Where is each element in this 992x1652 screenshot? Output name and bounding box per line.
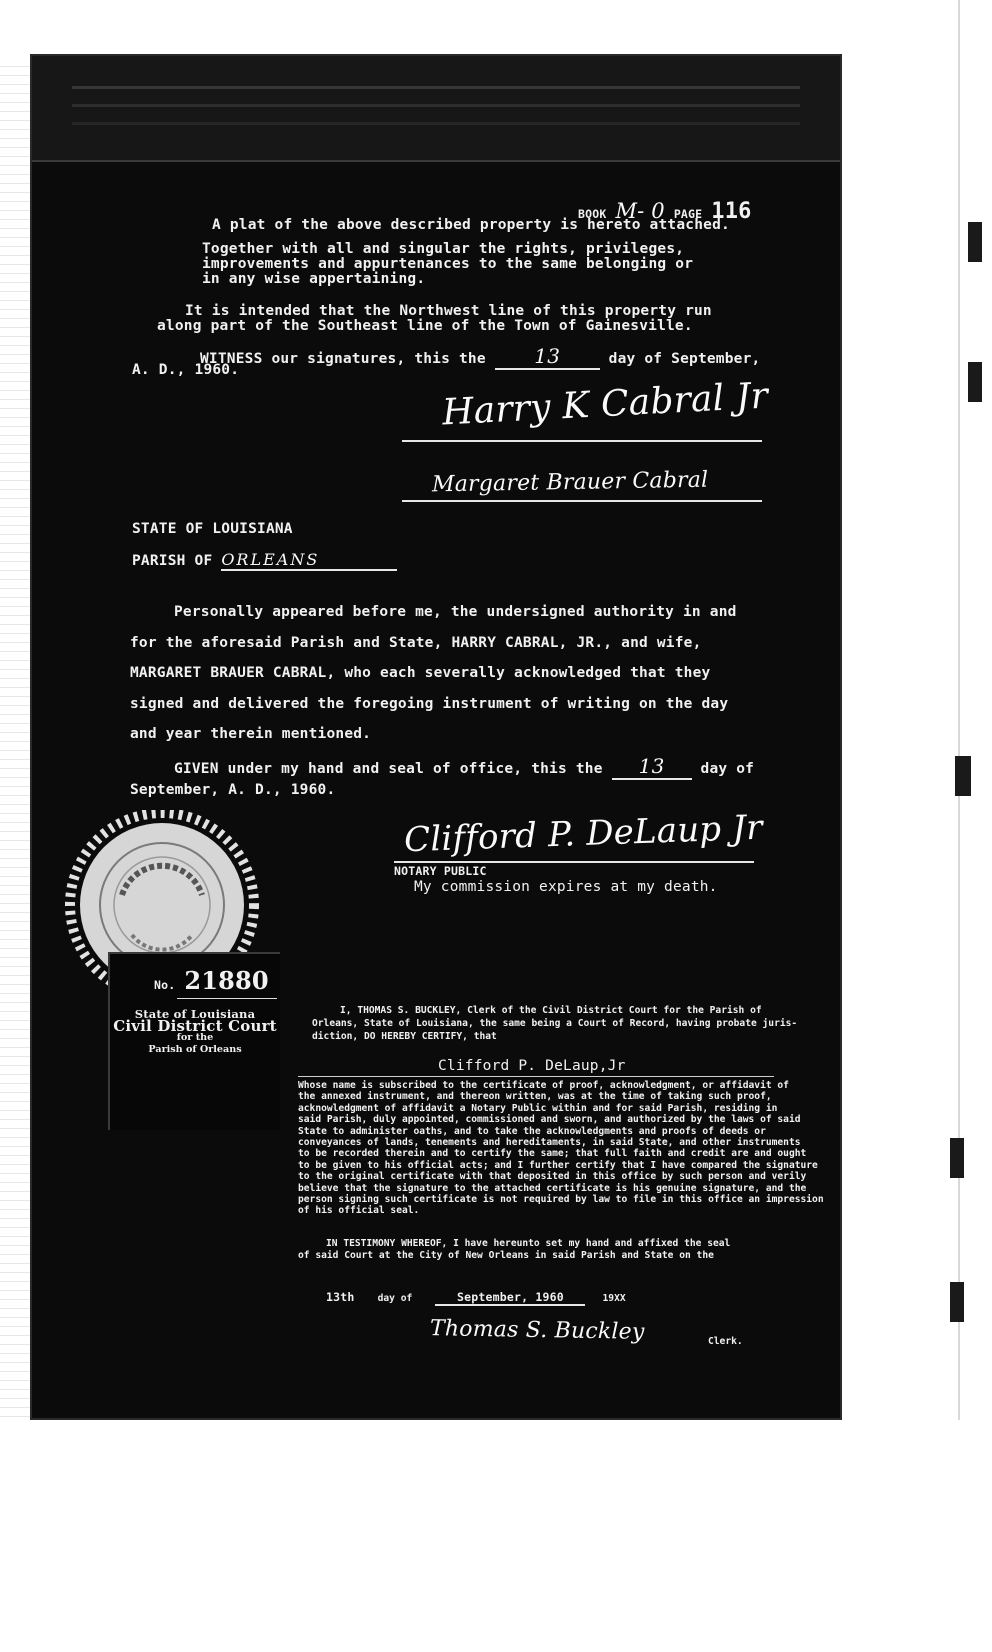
certified-notary-name: Clifford P. DeLaup,Jr — [438, 1058, 626, 1074]
certificate-number: No. 21880 — [154, 966, 269, 995]
commission-text: My commission expires at my death. — [414, 879, 718, 895]
clerk-signature: Thomas S. Buckley — [429, 1316, 645, 1345]
witness-day: 13 — [495, 344, 600, 370]
scan-edge-noise — [0, 60, 30, 1420]
clerk-label: Clerk. — [708, 1336, 743, 1347]
notary-title: NOTARY PUBLIC — [394, 864, 487, 878]
signature-line-1 — [402, 440, 762, 442]
certificate-date: 13th day of September, 1960 19XX — [326, 1290, 626, 1304]
certificate-body: Whose name is subscribed to the certificate of proof, acknowledgment, or affidavit of the annexed instrument, and thereon written, was at the time of taking such proof, acknowledgment of affidavit a Notary Public within and for said Parish, residing in said Parish, duly appointed, commissioned and sworn, and authorized by the laws of said State to administer oaths, and to take the acknowledgments and proofs of deeds or conveyances of lands, tenements and hereditaments, in said State, and other instruments to be recorded therein and to certify the same; that full faith and credit are and ought to be given to his official acts; and I further certify that I have compared the signature to the original certificate with that deposited in this office by such person and verily believe that the signature to the attached certificate is his genuine signature, and the person signing such certificate is not required by law to file in this office an impression of his official seal. — [298, 1080, 824, 1217]
intended-clause: It is intended that the Northwest line of this property run along part of the Southeast line of the Town of Gainesville. — [157, 303, 712, 334]
book-page-reference: BOOK M- 0 PAGE 116 — [578, 199, 752, 224]
given-day: 13 — [612, 754, 692, 780]
given-line: GIVEN under my hand and seal of office, this the 13 day of — [174, 754, 755, 778]
state-heading: STATE OF LOUISIANA — [132, 521, 293, 537]
together-clause: Together with all and singular the rights, privileges, improvements and appurtenances to the same belonging or in any wise appertaining. — [202, 241, 694, 287]
acknowledgment-body: Personally appeared before me, the undersigned authority in and for the aforesaid Parish and State, HARRY CABRAL, JR., and wife, MARGARET BRAUER CABRAL, who each severally acknowledged that they signed and delivered the foregoing instrument of writing on the day and year therein mentioned. — [130, 604, 737, 742]
faded-header-band — [32, 56, 840, 162]
court-title-block: State of Louisiana Civil District Court for the Parish of Orleans — [113, 1007, 277, 1055]
witness-year: A. D., 1960. — [132, 362, 240, 378]
deed-page — [32, 56, 840, 1418]
parish-heading: PARISH OF ORLEANS — [132, 550, 397, 571]
signature-line-2 — [402, 500, 762, 502]
scan-binding-line — [958, 0, 960, 1420]
testimony-clause: IN TESTIMONY WHEREOF, I have hereunto set my hand and affixed the seal of said Court at the City of New Orleans in said Parish and State on the — [298, 1238, 731, 1261]
parish-name: ORLEANS — [221, 550, 397, 571]
plat-statement: A plat of the above described property is hereto attached. — [212, 217, 730, 233]
witness-line: WITNESS our signatures, this the 13 day of September, — [200, 344, 761, 368]
signature-harry-cabral: Harry K Cabral Jr — [441, 375, 769, 434]
given-year: September, A. D., 1960. — [130, 782, 336, 798]
notary-signature: Clifford P. DeLaup Jr — [403, 807, 764, 861]
notary-signature-line — [394, 861, 754, 863]
certificate-intro: I, THOMAS S. BUCKLEY, Clerk of the Civil District Court for the Parish of Orleans, State of Louisiana, the same being a Court of Record, having probate juris- diction, DO HEREBY CERTIFY, that — [312, 1005, 798, 1042]
signature-margaret-cabral: Margaret Brauer Cabral — [431, 467, 709, 498]
